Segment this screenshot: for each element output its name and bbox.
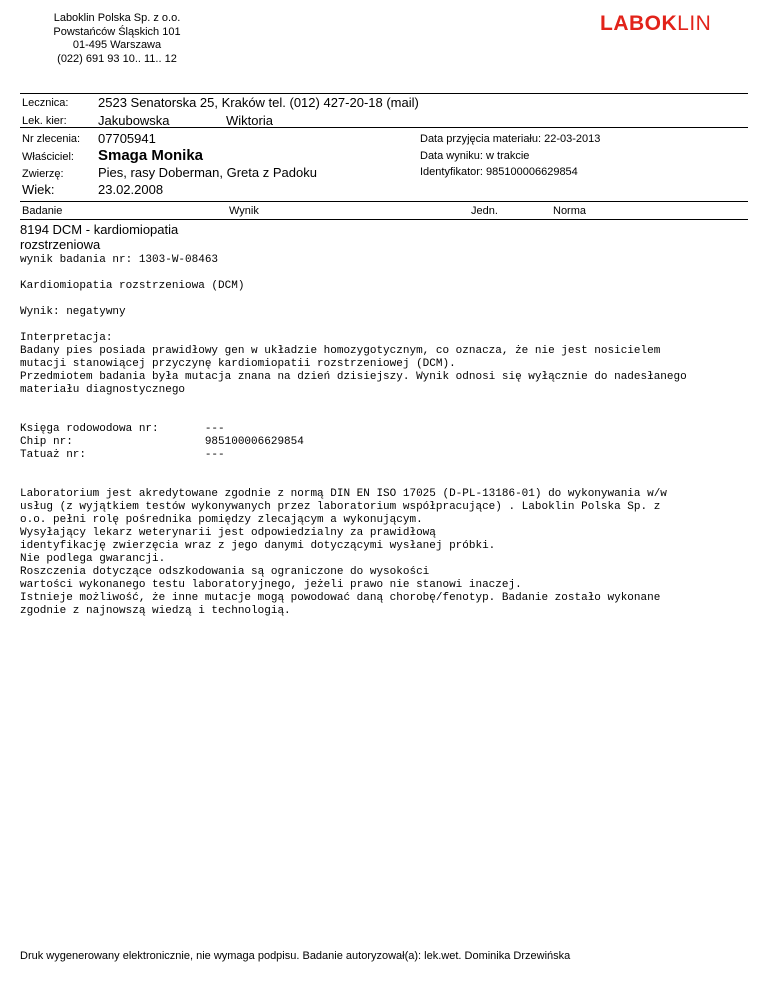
divider (20, 201, 748, 202)
divider (20, 127, 748, 128)
column-test: Badanie (22, 205, 63, 217)
test-title: 8194 DCM - kardiomiopatia rozstrzeniowa (20, 222, 179, 252)
lab-address (22, 12, 212, 66)
divider (20, 219, 748, 220)
result-date: Data wyniku: w trakcie (420, 150, 530, 162)
footer-note: Druk wygenerowany elektronicznie, nie wymaga podpisu. Badanie autoryzował(a): lek.wet. Dominika Drzewińska (20, 950, 571, 962)
lab-address-line: Powstańców Śląskich 101 (53, 25, 181, 38)
logo-light-text: LIN (677, 12, 712, 35)
lab-address-line: (022) 691 93 10.. 11.. 12 (57, 52, 177, 65)
column-unit: Jedn. (471, 205, 498, 217)
animal-value: Pies, rasy Doberman, Greta z Padoku (98, 165, 317, 180)
lab-address-line: 01-495 Warszawa (72, 39, 162, 51)
lab-address-line: Laboklin Polska Sp. z o.o. (53, 12, 181, 24)
clinic-value: 2523 Senatorska 25, Kraków tel. (012) 427-20-18 (mail) (98, 95, 419, 110)
received-date: Data przyjęcia materiału: 22-03-2013 (420, 133, 601, 145)
owner-value: Smaga Monika (98, 147, 204, 164)
identifier: Identyfikator: 985100006629854 (420, 166, 578, 178)
column-norm: Norma (553, 205, 587, 217)
divider (20, 93, 748, 94)
logo-bold-text: LABOK (600, 12, 678, 35)
age-value: 23.02.2008 (98, 182, 164, 197)
result-body-text: wynik badania nr: 1303-W-08463 Kardiomiopatia rozstrzeniowa (DCM) Wynik: negatywny Interpretacja: Badany pies posiada prawidłowy gen w układzie homozygotycznym, co oznacza, że nie jest nosicielem mutacji stanowiącej przyczynę kardiomiopatii rozstrzeniowej (DCM). Przedmiotem badania była mutacja znana na dzień dzisiejszy. Wynik odnosi się wyłącznie do nadesłanego materiału diagnostycznego Księga rodowodowa nr: --- Chip nr: 985100006629854 Tatuaż nr: --- Laboratorium jest akredytowane zgodnie z normą DIN EN ISO 17025 (D-PL-13186-01) do wykonywania w/w usług (z wyjątkiem testów wykonywanych przez laboratorium współpracujące) . Laboklin Polska Sp. z o.o. pełni rolę pośrednika pomiędzy zlecającym a wykonującym. Wysyłający lekarz weterynarii jest odpowiedzialny za prawidłową identyfikację zwierzęcia wraz z jego danymi dotyczącymi wysłanej próbki. Nie podlega gwarancji. Roszczenia dotyczące odszkodowania są ograniczone do wysokości wartości wykonanego testu laboratoryjnego, jeżeli prawo nie stanowi inaczej. Istnieje możliwość, że inne mutacje mogą powodować daną chorobę/fenotyp. Badanie zostało wykonane zgodnie z najnowszą wiedzą i technologią. (20, 254, 687, 617)
order-label: Nr zlecenia: (22, 133, 81, 145)
column-result: Wynik (229, 205, 259, 217)
animal-label: Zwierzę: (22, 168, 64, 180)
doctor-first-name: Wiktoria (226, 113, 273, 128)
clinic-label: Lecznica: (22, 97, 69, 109)
age-label: Wiek: (22, 182, 55, 197)
owner-label: Właściciel: (22, 151, 74, 163)
doctor-value: Jakubowska (98, 113, 170, 128)
laboklin-logo (600, 11, 711, 37)
doctor-label: Lek. kier: (22, 115, 67, 127)
order-value: 07705941 (98, 131, 156, 146)
